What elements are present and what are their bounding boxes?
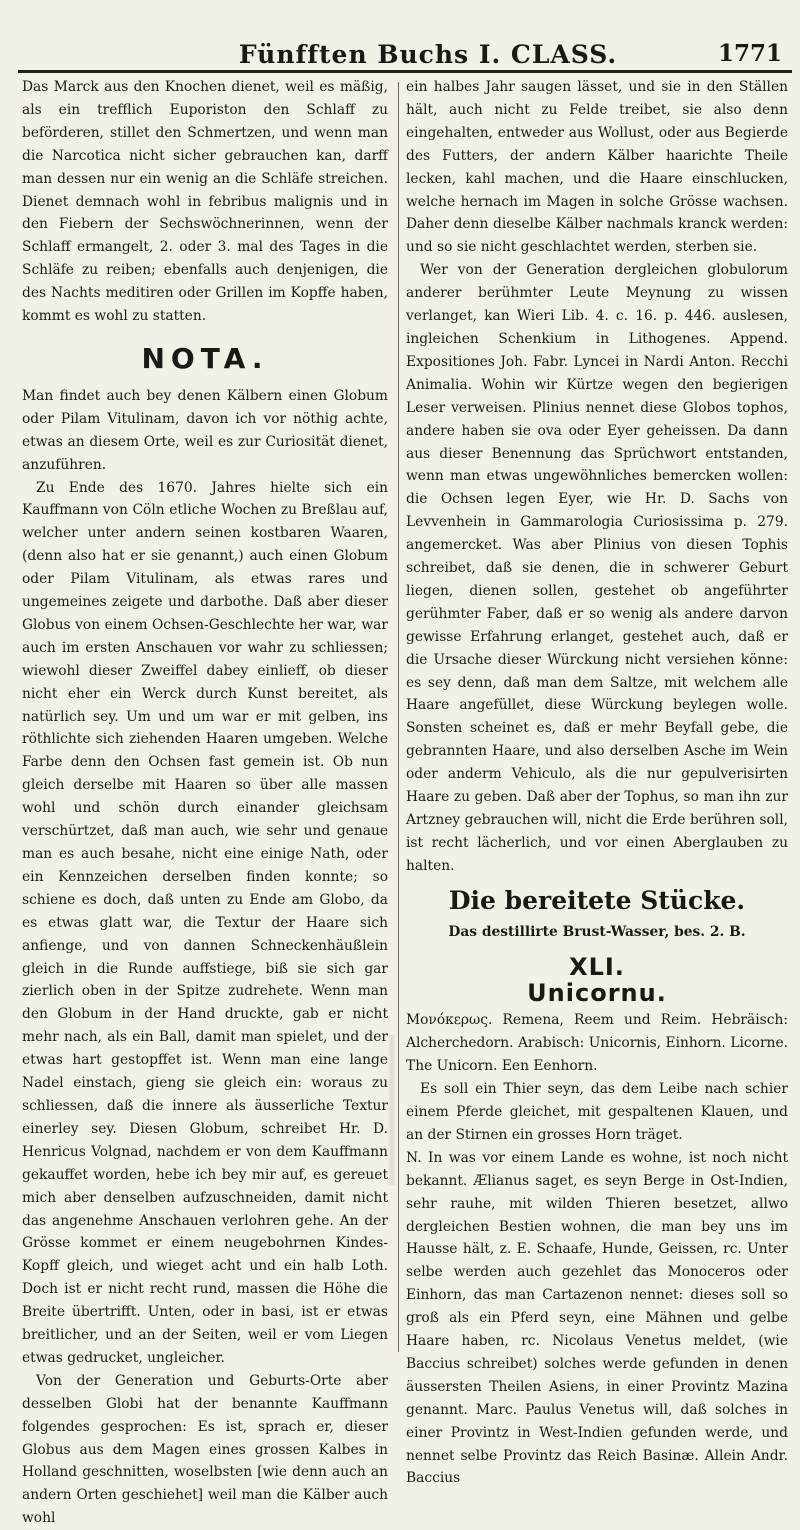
page-number: 1771 <box>718 40 783 67</box>
paragraph-calves: ein halbes Jahr saugen lässet, und sie in den Ställen hält, auch nicht zu Felde treibet, sie also denn eingehalten, entweder aus Wollust, oder aus Begierde des Futters, der andern Kälber haarichte Theile lecken, kahl machen, und die Haare einschlucken, welche hernach im Magen in solche Grösse wachsen. Daher denn dieselbe Kälber nachmals kranck werden: und so sie nicht geschlachtet werden, sterben sie. <box>406 79 788 256</box>
paragraph-unicorn-origin: N. In was vor einem Lande es wohne, ist noch nicht bekannt. Ælianus saget, es seyn Berge in Ost-Indien, sehr rauhe, mit wilden Thieren besetzet, allwo dergleichen Bestien wohnen, die man bey uns im Hausse hält, z. E. Schaafe, Hunde, Geissen, rc. Unter selbe werden auch gezehlet das Monoceros oder Einhorn, das man Cartazenon nennet: dieses soll so groß als ein Pferd seyn, eine Mähnen und gelbe Haare haben, rc. Nicolaus Venetus meldet, (wie Baccius schreibet) solches werde gefunden in denen äussersten Theilen Asiens, in einer Provintz Mazina genannt. Marc. Paulus Venetus will, daß solches in einer Provintz in West-Indien gefunden werde, und nennet selbe Provintz das Reich Basinæ. Allein Andr. Baccius <box>406 1149 788 1487</box>
paragraph-references: Wer von der Generation dergleichen globulorum anderer berühmter Leute Meynung zu wissen verlanget, kan Wieri Lib. 4. c. 16. p. 446. auslesen, ingleichen Schenkium in Lithogenes. Append. Expositiones Joh. Fabr. Lyncei in Nardi Anton. Recchi Animalia. Wohin wir Kürtze wegen den begierigen Leser verweisen. Plinius nennet diese Globos tophos, andere haben sie ova oder Eyer geheissen. Da dann aus dieser Benennung das Sprüchwort entstanden, wenn man etwas ungewöhnliches bemercken wollen: die Ochsen legen Eyer, wie Hr. D. Sachs von Levvenhein in Gammarologia Curiosissima p. 279. angemercket. Was aber Plinius von diesen Tophis schreibet, daß sie denen, die in schwerer Geburt liegen, dienen sollen, gestehet ob angeführter gerühmter Faber, daß er so wenig als andere darvon gewisse Erfahrung erlanget, gestehet auch, daß er die Ursache dieser Würckung nicht versiehen könne: es sey denn, daß man dem Saltze, mit welchem alle Haare angefüllet, diese Würckung beylegen wolle. Sonsten scheinet es, daß er mehr Beyfall gebe, die gebrannten Haare, und also derselben Asche im Wein oder anderm Vehiculo, als die nur gepulverisirten Haare zu geben. Daß aber der Tophus, so man ihn zur Artzney gebrauchen will, nicht die Erde berühren soll, ist recht lächerlich, und vor einen Aberglauben zu halten. <box>406 262 788 874</box>
paragraph-names: Μονόκερως. Remena, Reem und Reim. Hebräisch: Alcherchedorn. Arabisch: Unicornis, Einhorn. Licorne. The Unicorn. Een Eenhorn. <box>406 1012 788 1075</box>
paragraph-marrow: Das Marck aus den Knochen dienet, weil es mäßig, als ein trefflich Euporiston den Schlaff zu beförderen, stillet den Schmertzen, und wenn man die Narcotica nicht sicher gebrauchen kan, darff man dessen nur ein wenig an die Schläfe streichen. Dienet demnach wohl in febribus malignis und in den Fiebern der Sechswöchnerinnen, wenn der Schlaff ermangelt, 2. oder 3. mal des Tages in die Schläfe zu reiben; ebenfalls auch denjenigen, die des Nachts meditiren oder Grillen im Kopffe haben, kommt es wohl zu statten. <box>22 79 388 325</box>
column-divider <box>398 82 399 1352</box>
paragraph-globus-generation: Von der Generation und Geburts-Orte aber desselben Globi hat der benannte Kauffmann folgendes gesprochen: Es ist, sprach er, dieser Globus aus dem Magen eines grossen Kalbes in Holland geschnitten, woselbsten [wie denn auch an andern Orten geschiehet] weil man die Kälber auch wohl <box>22 1372 388 1527</box>
running-title: Fünfften Buchs I. CLASS. <box>238 40 618 69</box>
section-heading: Die bereitete Stücke. <box>448 885 746 915</box>
paragraph-globus-intro: Man findet auch bey denen Kälbern einen Globum oder Pilam Vitulinam, davon ich vor nöthig achte, etwas an diesem Orte, weil es zur Curiosität dienet, anzuführen. <box>22 387 388 473</box>
header-rule <box>18 70 792 73</box>
right-column <box>406 76 788 1490</box>
entry-number: XLI. <box>569 952 625 981</box>
paragraph-globus-description: Zu Ende des 1670. Jahres hielte sich ein Kauffmann von Cöln etliche Wochen zu Breßlau auf, welcher unter andern seinen kostbaren Waaren, (denn also hat er sie genannt,) auch einen Globum oder Pilam Vitulinam, als etwas rares und ungemeines zeigete und darbothe. Daß aber dieser Globus von einem Ochsen-Geschlechte her war, war auch im ersten Anschauen vor wahr zu schliessen; wiewohl dieser Zweiffel dabey einlieff, ob dieser nicht eher ein Werck durch Kunst bereitet, als natürlich sey. Um und um war er mit gelben, ins röthlichte sich ziehenden Haaren umgeben. Welche Farbe denn den Ochsen fast gemein ist. Ob nun gleich derselbe mit Haaren so über alle massen wohl und schön durch einander gleichsam verschürtzet, daß man auch, wie sehr und genaue man es auch besahe, nicht eine einige Nath, oder ein Kennzeichen derselben finden konnte; so schiene es doch, daß unten zu Ende am Globo, da es etwas glatt war, die Textur der Haare sich anfienge, und von dannen Schneckenhäußlein gleich in die Runde auffstiege, biß sie sich gar zierlich oben in der Spitze zudrehete. Wenn man den Globum in der Hand druckte, gab er nicht mehr nach, als ein Ball, damit man spielet, und der etwas hart gestopffet ist. Wenn man eine lange Nadel einstach, gieng sie gleich ein: woraus zu schliessen, daß die innere als äusserliche Textur einerley sey. Diesen Globum, schreibet Hr. D. Henricus Volgnad, nachdem er von dem Kauffmann gekauffet worden, hebe ich bey mir auf, es gereuet mich aber denselben aufzuschneiden, damit nicht das angenehme Anschauen verlohren gehe. An der Grösse kommet er einem neugebohrnen Kindes-Kopff gleich, und wieget acht und ein halb Loth. Doch ist er nicht recht rund, massen die Höhe die Breite übertrifft. Unten, oder in basi, ist er etwas breitlicher, und an der Seiten, weil er vom Liegen etwas gedrucket, ungleicher. <box>22 479 388 1366</box>
left-column <box>22 76 388 1530</box>
paragraph-unicorn-description: Es soll ein Thier seyn, das dem Leibe nach schier einem Pferde gleichet, mit gespaltenen Klauen, und an der Stirnen ein grosses Horn träget. <box>406 1081 788 1143</box>
paper-stain <box>388 1035 396 1185</box>
section-subheading: Das destillirte Brust-Wasser, bes. 2. B. <box>448 923 746 940</box>
nota-heading: NOTA. <box>141 341 269 375</box>
running-header <box>0 38 800 70</box>
entry-title: Unicornu. <box>527 979 667 1008</box>
